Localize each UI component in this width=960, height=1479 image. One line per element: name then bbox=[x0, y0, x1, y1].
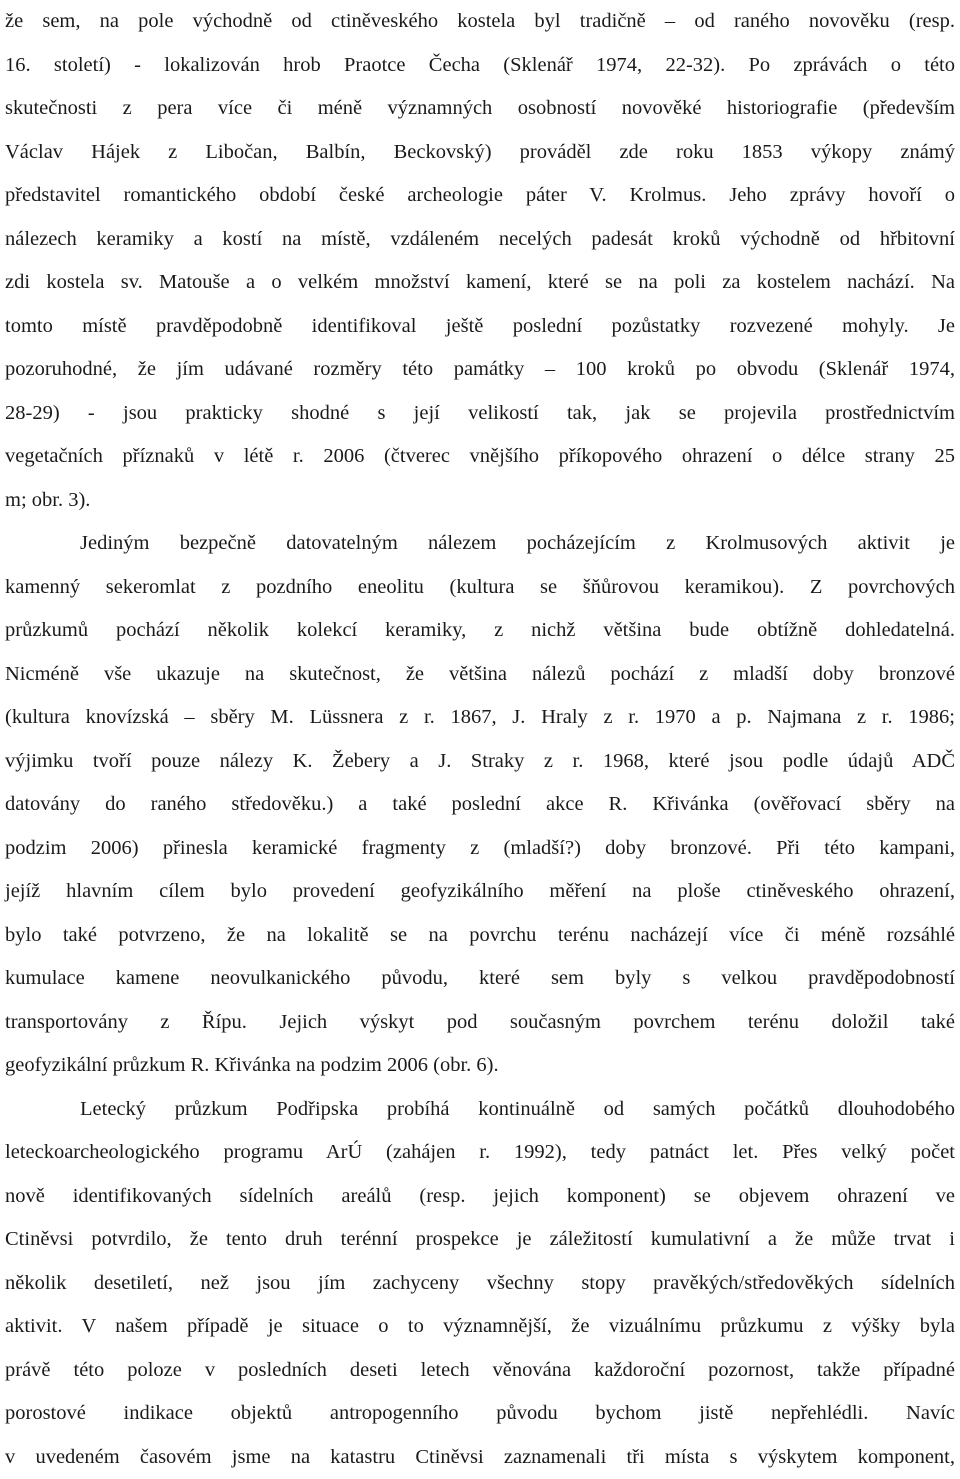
text-line: nálezech keramiky a kostí na místě, vzdáleném necelých padesát kroků východně od hřbitovní bbox=[5, 218, 955, 262]
paragraph bbox=[5, 1088, 955, 1479]
text-line: m; obr. 3). bbox=[5, 479, 955, 523]
text-line: Václav Hájek z Libočan, Balbín, Beckovský) prováděl zde roku 1853 výkopy známý bbox=[5, 131, 955, 175]
text-line: geofyzikální průzkum R. Křivánka na podzim 2006 (obr. 6). bbox=[5, 1044, 955, 1088]
document-page bbox=[5, 0, 955, 1479]
text-line: kamenný sekeromlat z pozdního eneolitu (kultura se šňůrovou keramikou). Z povrchových bbox=[5, 566, 955, 610]
text-line: transportovány z Řípu. Jejich výskyt pod současným povrchem terénu doložil také bbox=[5, 1001, 955, 1045]
text-line: Nicméně vše ukazuje na skutečnost, že většina nálezů pochází z mladší doby bronzové bbox=[5, 653, 955, 697]
text-line: skutečnosti z pera více či méně významných osobností novověké historiografie (především bbox=[5, 87, 955, 131]
paragraph bbox=[5, 522, 955, 1088]
text-line: bylo také potvrzeno, že na lokalitě se na povrchu terénu nacházejí více či méně rozsáhlé bbox=[5, 914, 955, 958]
text-line: pozoruhodné, že jím udávané rozměry této památky – 100 kroků po obvodu (Sklenář 1974, bbox=[5, 348, 955, 392]
text-line: vegetačních příznaků v létě r. 2006 (čtverec vnějšího příkopového ohrazení o délce strany 25 bbox=[5, 435, 955, 479]
text-line: aktivit. V našem případě je situace o to významnější, že vizuálnímu průzkumu z výšky byla bbox=[5, 1305, 955, 1349]
text-line: právě této poloze v posledních deseti letech věnována každoroční pozornost, takže případné bbox=[5, 1349, 955, 1393]
text-line: (kultura knovízská – sběry M. Lüssnera z r. 1867, J. Hraly z r. 1970 a p. Najmana z r. 1986; bbox=[5, 696, 955, 740]
text-line: průzkumů pochází několik kolekcí keramiky, z nichž většina bude obtížně dohledatelná. bbox=[5, 609, 955, 653]
text-line: výjimku tvoří pouze nálezy K. Žebery a J. Straky z r. 1968, které jsou podle údajů ADČ bbox=[5, 740, 955, 784]
text-line: několik desetiletí, než jsou jím zachyceny všechny stopy pravěkých/středověkých sídelních bbox=[5, 1262, 955, 1306]
text-line: Ctiněvsi potvrdilo, že tento druh terénní prospekce je záležitostí kumulativní a že může trvat i bbox=[5, 1218, 955, 1262]
text-line: porostové indikace objektů antropogenního původu bychom jistě nepřehlédli. Navíc bbox=[5, 1392, 955, 1436]
text-line: kumulace kamene neovulkanického původu, které sem byly s velkou pravděpodobností bbox=[5, 957, 955, 1001]
text-line: podzim 2006) přinesla keramické fragmenty z (mladší?) doby bronzové. Při této kampani, bbox=[5, 827, 955, 871]
text-line: že sem, na pole východně od ctiněveského kostela byl tradičně – od raného novověku (resp. bbox=[5, 0, 955, 44]
text-line: nově identifikovaných sídelních areálů (resp. jejich komponent) se objevem ohrazení ve bbox=[5, 1175, 955, 1219]
text-line: datovány do raného středověku.) a také poslední akce R. Křivánka (ověřovací sběry na bbox=[5, 783, 955, 827]
text-line: tomto místě pravděpodobně identifikoval ještě poslední pozůstatky rozvezené mohyly. Je bbox=[5, 305, 955, 349]
text-line: leteckoarcheologického programu ArÚ (zahájen r. 1992), tedy patnáct let. Přes velký počet bbox=[5, 1131, 955, 1175]
paragraph bbox=[5, 0, 955, 522]
text-line: zdi kostela sv. Matouše a o velkém množství kamení, které se na poli za kostelem nachází. Na bbox=[5, 261, 955, 305]
text-line: Jediným bezpečně datovatelným nálezem pocházejícím z Krolmusových aktivit je bbox=[5, 522, 955, 566]
text-line: představitel romantického období české archeologie páter V. Krolmus. Jeho zprávy hovoří o bbox=[5, 174, 955, 218]
text-line: 28-29) - jsou prakticky shodné s její velikostí tak, jak se projevila prostřednictvím bbox=[5, 392, 955, 436]
text-line: jejíž hlavním cílem bylo provedení geofyzikálního měření na ploše ctiněveského ohrazení, bbox=[5, 870, 955, 914]
text-line: 16. století) - lokalizován hrob Praotce Čecha (Sklenář 1974, 22-32). Po zprávách o této bbox=[5, 44, 955, 88]
text-line: Letecký průzkum Podřipska probíhá kontinuálně od samých počátků dlouhodobého bbox=[5, 1088, 955, 1132]
text-line: v uvedeném časovém jsme na katastru Ctiněvsi zaznamenali tři místa s výskytem komponent, bbox=[5, 1436, 955, 1479]
